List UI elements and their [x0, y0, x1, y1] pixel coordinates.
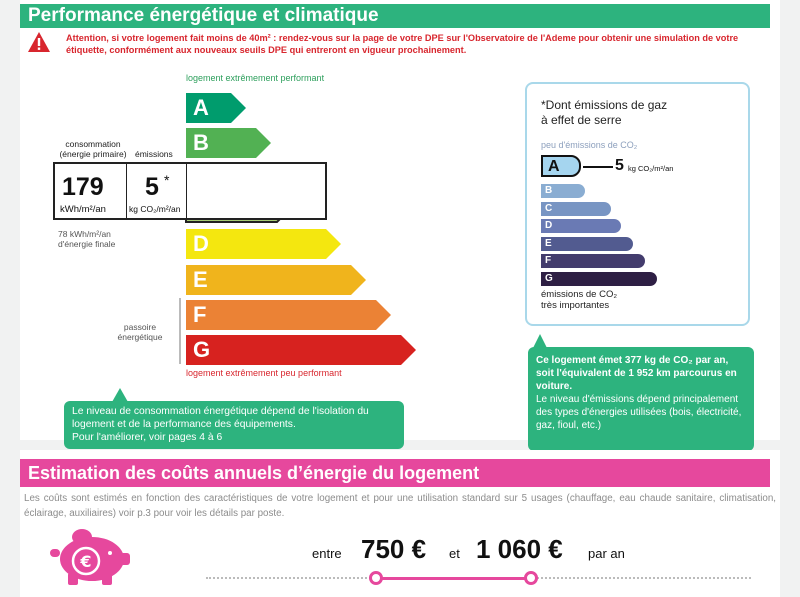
consumption-info-bubble — [64, 401, 404, 449]
passoire-line — [179, 298, 181, 364]
ghg-class-f: F — [541, 254, 645, 268]
bubble-left-pointer — [112, 388, 128, 402]
cost-range-fill — [376, 577, 531, 580]
ghg-class-a-letter: A — [548, 158, 560, 175]
energy-class-letter: F — [193, 302, 207, 327]
label-extremely-poor: logement extrêmement peu performant — [186, 368, 342, 378]
bubble-right-pointer — [533, 334, 547, 348]
ghg-class-e: E — [541, 237, 633, 251]
consumption-value: 179 — [62, 173, 104, 201]
consumption-info-text: Le niveau de consommation énergétique dépend de l'isolation du logement et de la performance des équipements. — [72, 406, 369, 430]
cost-range-low-knob — [369, 571, 383, 585]
emissions-value: 5 — [145, 173, 159, 201]
ghg-title: *Dont émissions de gaz à effet de serre — [541, 98, 668, 127]
performance-title: Performance énergétique et climatique — [20, 4, 770, 28]
energy-class-g — [184, 333, 418, 367]
piggy-bank-icon — [44, 523, 134, 587]
emissions-info-detail: Le niveau d'émissions dépend principalement des types d'énergies utilisées (bois, électricité, gaz, fioul, etc.) — [536, 394, 742, 431]
emissions-label: émissions — [135, 149, 173, 159]
emissions-info-text: Ce logement émet 377 kg de CO₂ par an, soit l'équivalent de 1 952 km parcourus en voiture. — [536, 355, 737, 392]
cost-per-year: par an — [588, 546, 625, 561]
consumption-unit: kWh/m²/an — [60, 204, 106, 215]
energy-class-d — [184, 227, 343, 261]
energy-class-letter: A — [193, 95, 209, 120]
energy-class-letter: E — [193, 267, 208, 292]
ghg-class-g: G — [541, 272, 657, 286]
energy-class-letter: G — [193, 337, 211, 362]
emissions-unit: kg CO₂/m²/an — [129, 204, 181, 214]
energy-class-a — [184, 91, 248, 125]
costs-title: Estimation des coûts annuels d’énergie du logement — [20, 459, 770, 487]
cost-and: et — [449, 546, 460, 561]
emissions-star: * — [164, 172, 170, 188]
passoire-label: passoire énergétique — [117, 322, 163, 342]
ghg-class-b: B — [541, 184, 585, 198]
label-extremely-performant: logement extrêmement performant — [186, 73, 325, 83]
final-energy: 78 kWh/m²/an d'énergie finale — [58, 229, 116, 249]
costs-description: Les coûts sont estimés en fonction des caractéristiques de votre logement et pour une utilisation standard sur 5 usages (chauffage, eau chaude sanitaire, climatisation, éclairage, auxiliaires) voir p.3 pour voir les détails par poste. — [24, 493, 776, 519]
energy-class-f — [184, 298, 393, 332]
energy-class-b — [184, 126, 273, 160]
cost-high: 1 060 € — [476, 534, 563, 564]
warning-text: Attention, si votre logement fait moins de 40m² : rendez-vous sur la page de votre DPE sur l'Observatoire de l'Ademe pour obtenir une simulation de votre étiquette, conformément aux nouveaux seuils DPE qui entreront en vigueur prochainement. — [66, 33, 739, 55]
ghg-panel — [525, 82, 750, 326]
cost-between: entre — [312, 546, 342, 561]
ghg-label-high: émissions de CO₂ très importantes — [541, 289, 618, 311]
ghg-class-c: C — [541, 202, 611, 216]
energy-class-e — [184, 263, 368, 297]
svg-text:€: € — [80, 552, 92, 571]
ghg-pointer-line — [583, 166, 613, 168]
consumption-info-link: Pour l'améliorer, voir pages 4 à 6 — [72, 432, 223, 443]
consumption-label: consommation (énergie primaire) — [59, 139, 127, 159]
ghg-class-d: D — [541, 219, 621, 233]
ghg-class-a — [541, 155, 581, 177]
energy-class-letter: B — [193, 130, 209, 155]
cost-low: 750 € — [361, 534, 427, 564]
energy-class-letter: D — [193, 231, 209, 256]
ghg-unit: kg CO₂/m²/an — [628, 164, 674, 173]
cost-range-high-knob — [524, 571, 538, 585]
warning-icon — [27, 31, 51, 53]
ghg-value: 5 — [615, 157, 624, 174]
emissions-info-bubble — [528, 347, 754, 451]
ghg-label-low: peu d'émissions de CO₂ — [541, 140, 638, 150]
